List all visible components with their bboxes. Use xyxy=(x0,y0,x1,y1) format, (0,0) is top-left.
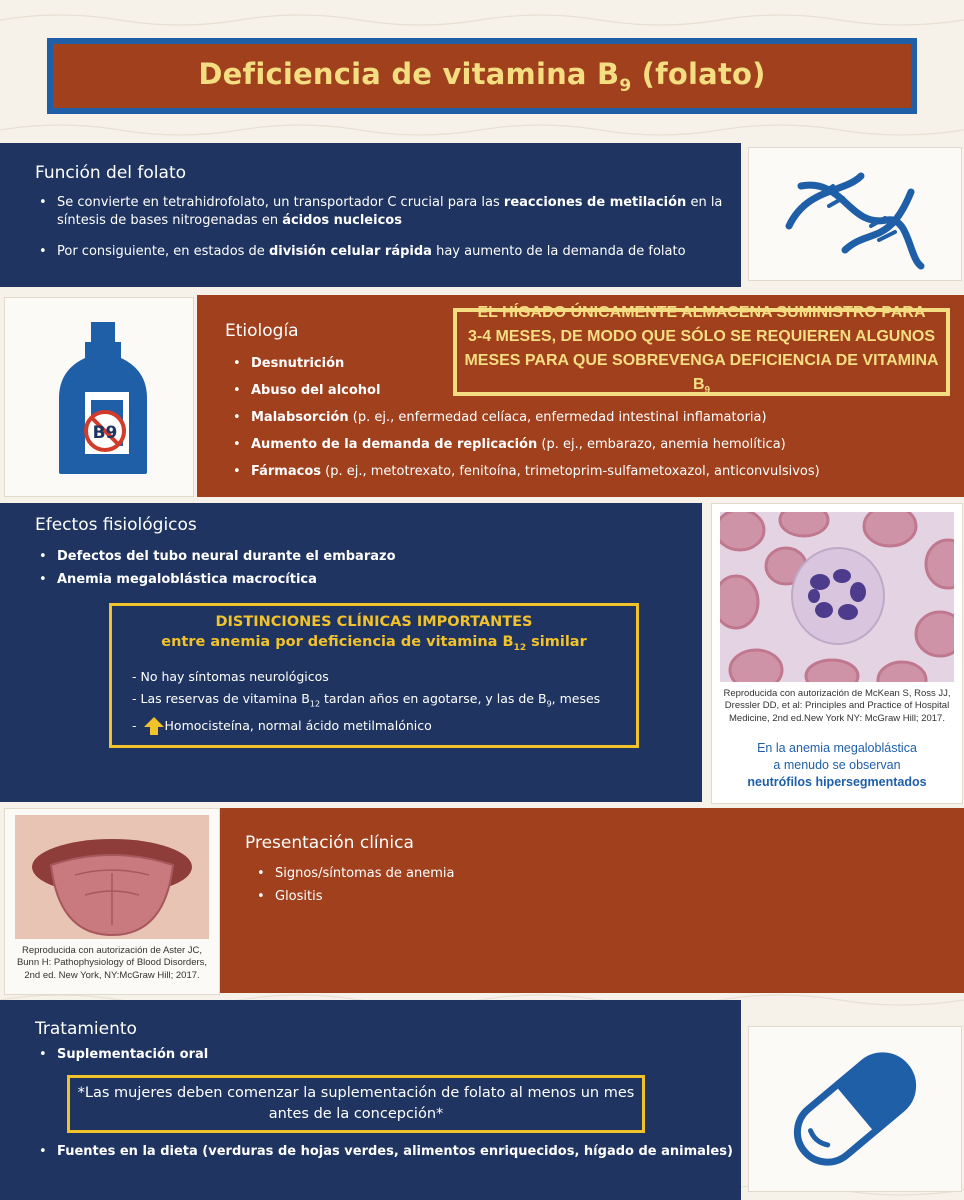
list-item: • Fuentes en la dieta (verduras de hojas verdes, alimentos enriquecidos, hígado de animales) xyxy=(35,1143,735,1161)
etiologia-heading: Etiología xyxy=(225,321,299,341)
liver-callout: EL HÍGADO ÚNICAMENTE ALMACENA SUMINISTRO PARA 3-4 MESES, DE MODO QUE SÓLO SE REQUIEREN ALGUNOS MESES PARA QUE SOBREVENGA DEFICIENCIA DE VITAMINA $B_9$ xyxy=(453,308,950,396)
glossitis-image xyxy=(15,815,209,939)
capsule-icon xyxy=(749,1027,961,1191)
tongue-caption: Reproducida con autorización de Aster JC, Bunn H: Pathophysiology of Blood Disorders, 2nd ed. New York, NY:McGraw Hill; 2017. xyxy=(16,945,208,981)
page-title: Deficiencia de vitamina $B_9$ (folato) xyxy=(198,56,766,96)
title-banner xyxy=(47,38,917,114)
efectos-list xyxy=(35,545,675,591)
list-item: • Por consiguiente, en estados de división celular rápida hay aumento de la demanda de folato xyxy=(35,243,725,261)
list-item: • Fármacos (p. ej., metotrexato, fenitoína, trimetoprim-sulfametoxazol, anticonvulsivos) xyxy=(229,458,949,485)
funcion-heading: Función del folato xyxy=(35,163,187,183)
tratamiento-list-1 xyxy=(35,1046,725,1064)
list-item: • Desnutrición xyxy=(229,350,949,377)
tratamiento-list-2 xyxy=(35,1143,735,1161)
list-item: • Malabsorción (p. ej., enfermedad celíaca, enfermedad intestinal inflamatoria) xyxy=(229,404,949,431)
supplement-note-box: *Las mujeres deben comenzar la suplementación de folato al menos un mes antes de la concepción* xyxy=(67,1075,645,1133)
efectos-heading: Efectos fisiológicos xyxy=(35,515,197,535)
dna-icon xyxy=(749,148,961,280)
tratamiento-heading: Tratamiento xyxy=(35,1019,137,1039)
blood-smear-image xyxy=(720,512,954,682)
distinciones-box xyxy=(109,603,639,748)
pill-card xyxy=(748,1026,962,1192)
list-item: • Glositis xyxy=(253,885,853,908)
presentacion-list xyxy=(253,862,853,908)
svg-text:B9: B9 xyxy=(92,423,118,443)
bottle-card xyxy=(4,297,194,497)
list-item: • Anemia megaloblástica macrocítica xyxy=(35,568,675,591)
presentacion-heading: Presentación clínica xyxy=(245,833,414,853)
tratamiento-section xyxy=(0,1000,741,1200)
bottle-icon xyxy=(5,298,193,496)
efectos-section xyxy=(0,503,702,802)
list-item: • Aumento de la demanda de replicación (p. ej., embarazo, anemia hemolítica) xyxy=(229,431,949,458)
smear-card xyxy=(711,503,963,804)
distinciones-body: - No hay síntomas neurológicos - Las reservas de vitamina $B_{12}$ tardan años en agotarse, y las de $B_9$, meses - Homocisteína, normal ácido metilmalónico xyxy=(132,666,636,738)
distinciones-title: DISTINCIONES CLÍNICAS IMPORTANTES entre anemia por deficiencia de vitamina $B_{12}$ similar xyxy=(161,614,587,653)
up-arrow-icon xyxy=(143,716,165,736)
funcion-section xyxy=(0,143,741,287)
presentacion-section xyxy=(220,808,964,993)
list-item: • Signos/síntomas de anemia xyxy=(253,862,853,885)
smear-caption: Reproducida con autorización de McKean S, Ross JJ, Dressler DD, et al: Principles and Practice of Hospital Medicine, 2nd ed.New York NY: McGraw Hill; 2017. xyxy=(723,688,951,724)
list-item: • Defectos del tubo neural durante el embarazo xyxy=(35,545,675,568)
tongue-card xyxy=(4,808,220,995)
dna-card xyxy=(748,147,962,281)
list-item: • Se convierte en tetrahidrofolato, un transportador C crucial para las reacciones de metilación en la síntesis de bases nitrogenadas en ácidos nucleicos xyxy=(35,194,725,230)
list-item: • Suplementación oral xyxy=(35,1046,725,1064)
funcion-list xyxy=(35,194,725,261)
smear-note: En la anemia megaloblástica a menudo se observan neutrófilos hipersegmentados xyxy=(747,741,927,789)
list-item: • Abuso del alcohol xyxy=(229,377,949,404)
etiologia-section xyxy=(197,295,964,497)
